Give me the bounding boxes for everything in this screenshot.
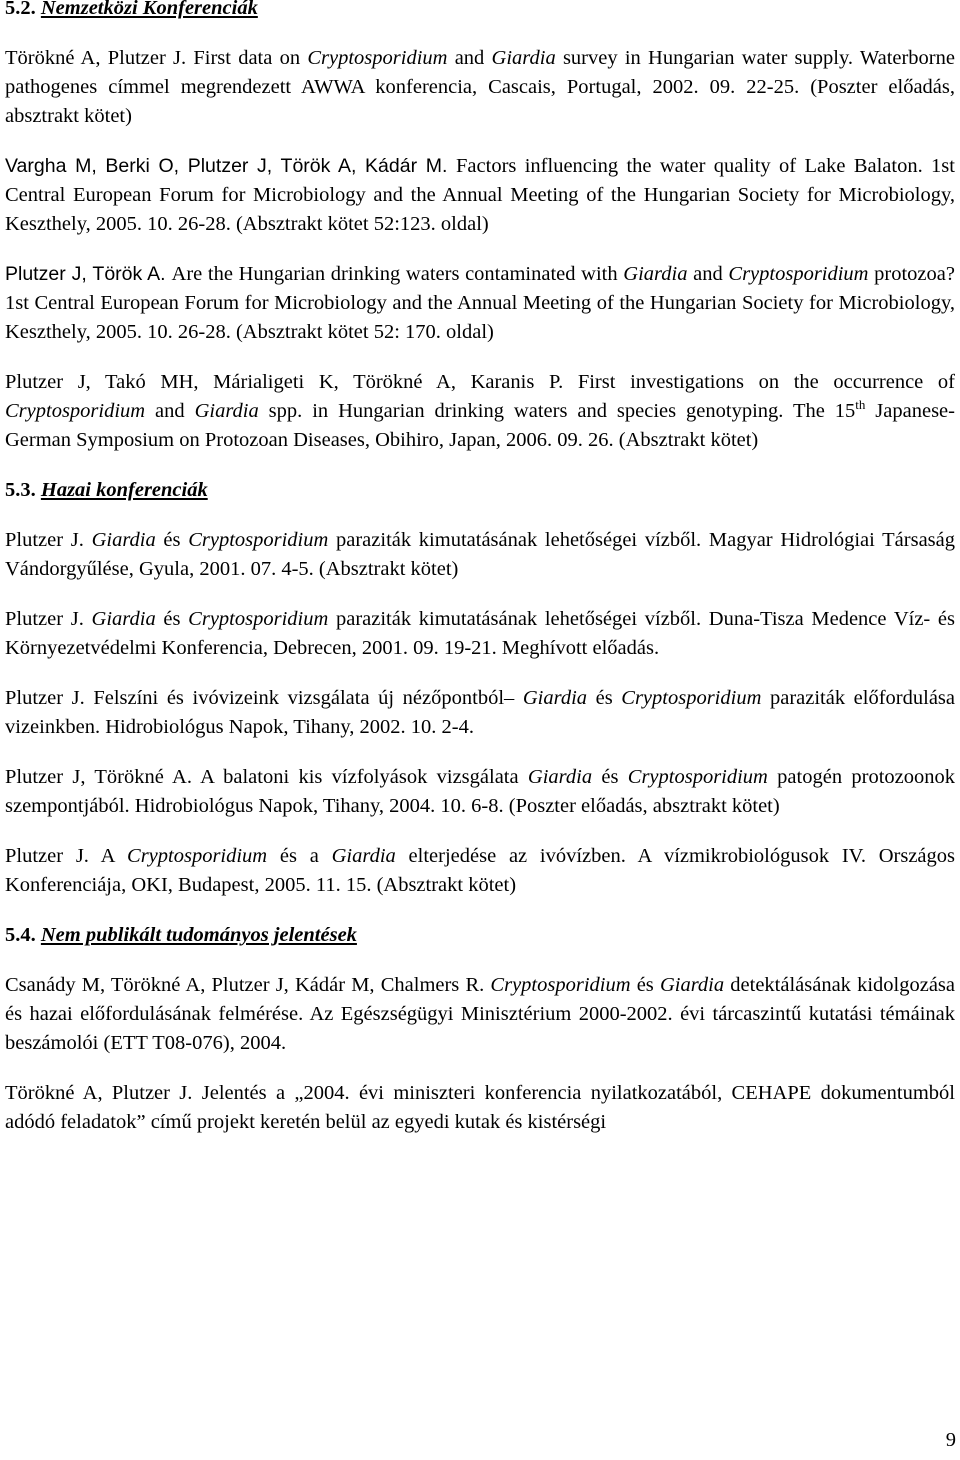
italic-term: Cryptosporidium — [188, 529, 329, 551]
italic-term: Cryptosporidium — [5, 400, 146, 422]
reference-text: and — [145, 400, 195, 422]
reference-text: és — [587, 687, 622, 709]
reference-text: and — [687, 263, 729, 285]
italic-term: Cryptosporidium — [127, 845, 268, 867]
section-number: 5.2. — [5, 0, 36, 19]
reference-text: és a — [267, 845, 332, 867]
page-number: 9 — [945, 1429, 956, 1451]
section-heading-international — [5, 0, 955, 23]
italic-term: Cryptosporidium — [621, 687, 762, 709]
section-title: Nem publikált tudományos jelentések — [40, 924, 357, 946]
reference-entry — [5, 605, 955, 663]
italic-term: Cryptosporidium — [307, 47, 448, 69]
reference-text: paraziták előfordulása vizeinkben. Hidrobiológus Napok, Tihany, 2002. 10. 2-4. — [5, 687, 955, 738]
document-page — [5, 0, 955, 1137]
reference-text: Factors influencing the water quality of Lake Balaton. 1st Central European Forum for Microbiology and the Annual Meeting of the Hungarian Society for Microbiology, Keszthely, 2005. 10. 26-28. (Absztrakt kötet 52:123. oldal) — [5, 155, 955, 235]
italic-term: Giardia — [522, 687, 588, 709]
reference-text: survey in Hungarian water supply. Waterborne pathogenes címmel megrendezett AWWA konferencia, Cascais, Portugal, 2002. 09. 22-25. (Poszter előadás, absztrakt kötet) — [5, 47, 955, 127]
reference-text: patogén protozoonok szempontjából. Hidrobiológus Napok, Tihany, 2004. 10. 6-8. (Poszter előadás, absztrakt kötet) — [5, 766, 956, 817]
reference-text: Plutzer J, Takó MH, Márialigeti K, Törökné A, Karanis P. First investigations on the occurrence of — [5, 371, 955, 393]
reference-list-unpublished — [5, 971, 955, 1137]
reference-text: Plutzer J, Török A. — [5, 263, 172, 285]
section-heading-domestic — [5, 476, 955, 505]
italic-term: Giardia — [91, 608, 156, 630]
reference-text: Csanády M, Törökné A, Plutzer J, Kádár M, Chalmers R. — [5, 974, 491, 996]
reference-text: Törökné A, Plutzer J. Jelentés a „2004. évi miniszteri konferencia nyilatkozatából, CEHAPE dokumentumból adódó feladatok” című projekt keretén belül az egyedi kutak és kistérségi — [5, 1082, 955, 1133]
italic-term: Cryptosporidium — [188, 608, 329, 630]
reference-text: Törökné A, Plutzer J. First data on — [5, 47, 308, 69]
section-number: 5.4. — [5, 924, 36, 946]
italic-term: Giardia — [91, 529, 156, 551]
reference-text: Plutzer J. — [5, 529, 92, 551]
reference-text: Vargha M, Berki O, Plutzer J, Török A, Kádár M. — [5, 155, 457, 177]
reference-text: Plutzer J. Felszíni és ivóvizeink vizsgálata új nézőpontból– — [5, 687, 523, 709]
italic-term: Cryptosporidium — [627, 766, 768, 788]
reference-entry — [5, 842, 955, 900]
italic-term: Giardia — [331, 845, 396, 867]
reference-list-international — [5, 44, 955, 455]
reference-text: és — [155, 529, 189, 551]
italic-term: Giardia — [659, 974, 725, 996]
section-number: 5.3. — [5, 479, 36, 501]
italic-term: Giardia — [527, 766, 593, 788]
reference-entry — [5, 260, 955, 347]
reference-text: Plutzer J, Törökné A. A balatoni kis vízfolyások vizsgálata — [5, 766, 528, 788]
reference-text: th — [855, 397, 866, 413]
reference-text: Plutzer J. A — [5, 845, 128, 867]
reference-entry — [5, 152, 955, 239]
italic-term: Cryptosporidium — [728, 263, 869, 285]
reference-entry — [5, 368, 955, 455]
italic-term: Giardia — [194, 400, 259, 422]
section-title: Hazai konferenciák — [40, 479, 208, 501]
italic-term: Cryptosporidium — [490, 974, 631, 996]
reference-entry — [5, 526, 955, 584]
italic-term: Giardia — [623, 263, 688, 285]
reference-text: detektálásának kidolgozása és hazai előfordulásának felmérése. Az Egészségügyi Minisztérium 2000-2002. évi tárcaszintű kutatási témáinak beszámolói (ETT T08-076), 2004. — [5, 974, 956, 1054]
reference-text: és — [592, 766, 628, 788]
reference-text: Japanese-German Symposium on Protozoan Diseases, Obihiro, Japan, 2006. 09. 26. (Absztrakt kötet) — [5, 400, 955, 451]
reference-text: and — [447, 47, 492, 69]
reference-text: elterjedése az ivóvízben. A vízmikrobiológusok IV. Országos Konferenciája, OKI, Budapest, 2005. 11. 15. (Absztrakt kötet) — [5, 845, 956, 896]
reference-entry — [5, 971, 955, 1058]
reference-text: Plutzer J. — [5, 608, 92, 630]
reference-entry — [5, 763, 955, 821]
reference-list-domestic — [5, 526, 955, 900]
reference-entry — [5, 684, 955, 742]
section-title: Nemzetközi Konferenciák — [40, 0, 258, 19]
reference-text: paraziták kimutatásának lehetőségei vízből. Magyar Hidrológiai Társaság Vándorgyűlése, Gyula, 2001. 07. 4-5. (Absztrakt kötet) — [5, 529, 956, 580]
reference-text: és — [630, 974, 660, 996]
reference-entry — [5, 44, 955, 131]
reference-text: és — [155, 608, 189, 630]
reference-entry — [5, 1079, 955, 1137]
reference-text: protozoa? 1st Central European Forum for Microbiology and the Annual Meeting of the Hungarian Society for Microbiology, Keszthely, 2005. 10. 26-28. (Absztrakt kötet 52: 170. oldal) — [5, 263, 955, 343]
section-heading-unpublished — [5, 921, 955, 950]
reference-text: spp. in Hungarian drinking waters and species genotyping. The 15 — [258, 400, 856, 422]
reference-text: paraziták kimutatásának lehetőségei vízből. Duna-Tisza Medence Víz- és Környezetvédelmi Konferencia, Debrecen, 2001. 09. 19-21. Meghívott előadás. — [5, 608, 956, 659]
italic-term: Giardia — [491, 47, 556, 69]
reference-text: Are the Hungarian drinking waters contaminated with — [171, 263, 624, 285]
